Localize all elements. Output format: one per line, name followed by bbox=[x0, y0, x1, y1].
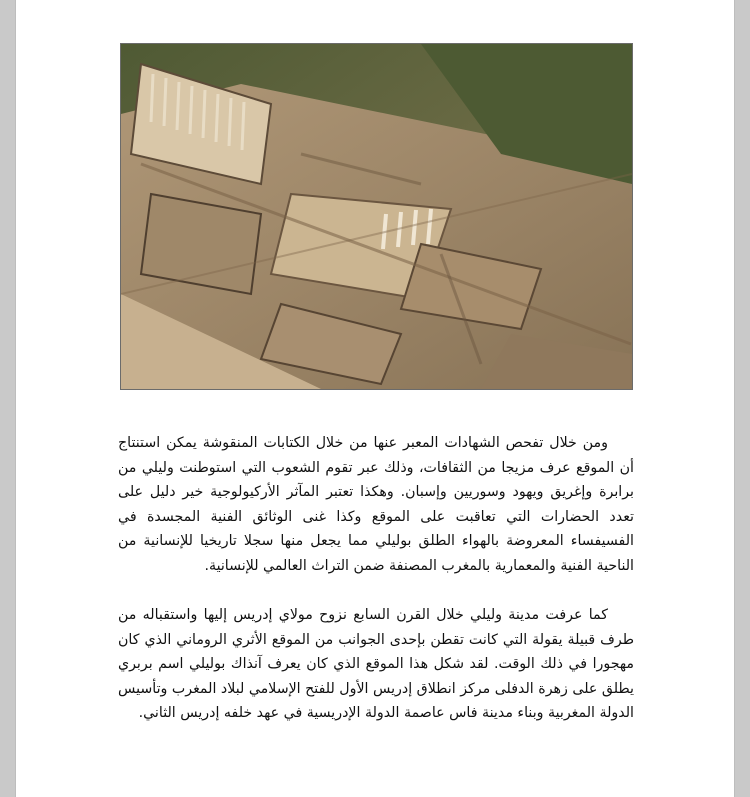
paragraph-text: كما عرفت مدينة وليلي خلال القرن السابع نزوح مولاي إدريس إليها واستقباله من طرف قبيلة يقولة التي كانت تقطن بإحدى الجوانب من الموقع الأثري الروماني الذي كان مهجورا في ذلك الوقت. لقد شكل هذا الموقع الذي كان يعرف آنذاك بوليلي اسم بربري يطلق على زهرة الدفلى مركز انطلاق إدريس الأول للفتح الإسلامي لبلاد المغرب وتأسيس الدولة المغربية وبناء مدينة فاس عاصمة الدولة الإدريسية في عهد خلفه إدريس الثاني. bbox=[118, 607, 634, 722]
document-page bbox=[16, 0, 734, 797]
paragraph-2 bbox=[118, 603, 634, 726]
paragraph-1 bbox=[118, 431, 634, 579]
paragraph-text: ومن خلال تفحص الشهادات المعبر عنها من خلال الكتابات المنقوشة يمكن استنتاج أن الموقع عرف مزيجا من الثقافات، وذلك عبر تقوم الشعوب التي استوطنت وليلي من برابرة وإغريق ويهود وسوريين وإسبان. وهكذا تعتبر المآثر الأركيولوجية خير دليل على تعدد الحضارات التي تعاقبت على الموقع وكذا غنى الوثائق الفنية المجسدة في الفسيفساء المعروضة بالهواء الطلق بوليلي مما يجعل منها سجلا تاريخيا للإنسانية من الناحية الفنية والمعمارية بالمغرب المصنفة ضمن التراث العالمي للإنسانية. bbox=[118, 435, 634, 574]
aerial-ruins-photo bbox=[120, 43, 633, 390]
